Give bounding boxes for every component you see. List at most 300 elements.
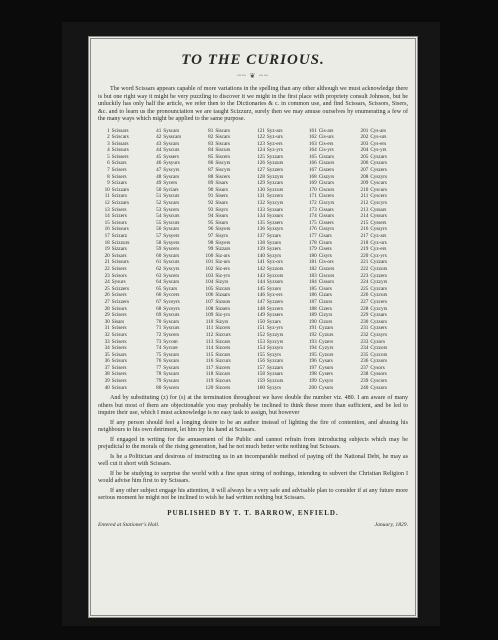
word-number: 233 <box>360 338 369 345</box>
table-row <box>98 253 408 260</box>
word-spelling: Sizcars <box>215 371 231 378</box>
word-spelling: Syzors <box>266 285 282 292</box>
word-number: 138 <box>257 239 265 246</box>
word-spelling: Syscars <box>163 351 180 358</box>
word-spelling: Sizcurs <box>215 378 231 385</box>
word-number: 219 <box>360 246 369 253</box>
word-number: 51 <box>156 193 162 200</box>
table-row <box>98 128 408 135</box>
word-spelling: Sisurs <box>215 186 229 193</box>
word-spelling: Syzcurs <box>266 378 284 385</box>
word-number: 12 <box>104 200 110 207</box>
table-row <box>98 246 408 253</box>
publisher-line: PUBLISHED BY T. T. BARROW, ENFIELD. <box>167 508 339 517</box>
word-spelling: Sizcers <box>215 325 231 332</box>
word-spelling: Scisurs <box>111 384 127 391</box>
word-spelling: Sciscars <box>111 134 129 141</box>
word-spelling: Scisers <box>111 312 127 319</box>
word-number: 181 <box>308 259 317 266</box>
word-spelling: Syzars <box>266 233 281 239</box>
word-spelling: Siscers <box>215 173 231 180</box>
page-title: TO THE CURIOUS. <box>181 52 325 68</box>
word-number: 92 <box>208 200 214 207</box>
word-spelling: Cisors <box>318 285 332 292</box>
word-number: 19 <box>104 246 110 253</box>
word-number: 24 <box>104 279 110 286</box>
word-number: 66 <box>156 292 162 299</box>
word-number: 149 <box>257 312 265 319</box>
word-number: 26 <box>104 292 110 299</box>
word-number: 97 <box>208 233 214 239</box>
word-spelling: Scisurs <box>111 305 127 312</box>
word-number: 116 <box>205 358 214 365</box>
word-spelling: Syzsers <box>266 219 283 226</box>
word-number: 127 <box>257 167 265 174</box>
table-row <box>98 259 408 266</box>
paragraph-1: And by substituting (z) for (s) at the termination throughout we have double the number viz. 480. I am aware of many others but most of them are objectionable you may probably be inclined to think these more than sufficient, and be led to inquire their use, which I must acknowledge is no easy task to assign, but however <box>98 395 408 417</box>
word-spelling: Scisars <box>111 351 127 358</box>
word-number: 88 <box>208 173 214 180</box>
word-spelling: Ciszors <box>318 265 335 272</box>
word-spelling: Syzzurs <box>266 160 284 167</box>
word-spelling: Cis-ors <box>318 259 334 266</box>
word-number: 6 <box>107 160 110 167</box>
word-spelling: Sisyrs <box>215 206 229 213</box>
word-spelling: Cysors <box>318 384 334 391</box>
word-number: 55 <box>156 219 162 226</box>
word-spelling: Ciscors <box>318 272 335 279</box>
word-spelling: Syzzors <box>266 265 284 272</box>
word-spelling: Cissars <box>318 206 334 213</box>
word-spelling: Siz-ers <box>215 265 230 272</box>
word-number: 120 <box>205 384 214 391</box>
word-number: 42 <box>156 134 162 141</box>
word-spelling: Syzsars <box>266 206 283 213</box>
word-spelling: Syz-yrs <box>266 147 283 154</box>
word-spelling: Cyzsers <box>370 325 387 332</box>
word-number: 174 <box>308 213 317 220</box>
word-spelling: Cyszars <box>370 153 387 160</box>
word-spelling: Syccers <box>163 292 180 299</box>
word-number: 8 <box>107 173 110 180</box>
word-spelling: Sizzars <box>215 246 231 253</box>
word-spelling: Cyzcors <box>370 351 388 358</box>
word-spelling: Cissyrs <box>318 226 334 233</box>
word-spelling: Cys-urs <box>370 134 387 141</box>
word-number: 65 <box>156 285 162 292</box>
word-spelling: Sisars <box>215 180 228 187</box>
word-number: 165 <box>308 153 317 160</box>
word-number: 32 <box>104 331 110 338</box>
word-number: 152 <box>257 331 265 338</box>
word-number: 190 <box>308 318 317 325</box>
word-spelling: Syzyrs <box>266 384 282 391</box>
word-spelling: Cyssers <box>370 219 387 226</box>
word-spelling: Syscurs <box>163 259 180 266</box>
paragraph-3: If engaged in writing for the amusement of the Public and cannot refrain from introducing subjects which may be prejudicial to the morals of the rising generation, had he not much better write nothing but Scissars. <box>98 436 408 451</box>
word-spelling: Siz-ars <box>215 252 230 259</box>
word-spelling: Scisers <box>111 378 127 385</box>
word-number: 175 <box>308 219 317 226</box>
word-number: 141 <box>257 259 265 266</box>
word-number: 22 <box>104 265 110 272</box>
footer <box>98 522 408 528</box>
word-spelling: Syzzers <box>266 167 284 174</box>
word-number: 77 <box>156 364 162 371</box>
word-spelling: Ciscyrs <box>318 200 335 207</box>
word-spelling: Cysyrs <box>318 378 334 385</box>
word-number: 184 <box>308 279 317 286</box>
word-spelling: Syscers <box>163 246 180 253</box>
word-number: 163 <box>308 140 317 147</box>
word-number: 196 <box>308 358 317 365</box>
word-number: 113 <box>205 338 214 345</box>
word-spelling: Cys-yrs <box>370 147 387 154</box>
word-number: 220 <box>360 252 369 259</box>
word-spelling: Sizcers <box>215 384 231 391</box>
table-row <box>98 345 408 352</box>
word-spelling: Scizzurs <box>111 239 130 246</box>
word-spelling: Sisyers <box>215 226 231 233</box>
word-number: 161 <box>308 127 317 134</box>
word-spelling: Sizcers <box>215 364 231 371</box>
word-spelling: Syzzars <box>266 153 284 160</box>
word-spelling: Syzcers <box>266 193 284 200</box>
word-spelling: Syceyrs <box>163 305 180 312</box>
table-row <box>98 226 408 233</box>
word-spelling: Syzyrs <box>266 252 282 259</box>
word-spelling: Cyzsars <box>370 312 387 319</box>
word-spelling: Syzsers <box>266 312 283 319</box>
word-spelling: Ciszurs <box>318 160 335 167</box>
word-spelling: Cyscers <box>370 193 387 200</box>
word-spelling: Sizcers <box>215 345 231 352</box>
word-number: 137 <box>257 233 265 239</box>
word-number: 139 <box>257 246 265 253</box>
word-spelling: Cys-ars <box>370 127 387 134</box>
word-spelling: Sisyers <box>215 239 231 246</box>
word-spelling: Syscars <box>163 252 180 259</box>
word-spelling: Syzcers <box>266 305 284 312</box>
word-spelling: Syzcurs <box>266 186 284 193</box>
word-spelling: Syzers <box>266 246 281 253</box>
word-spelling: Siscars <box>215 134 231 141</box>
word-number: 1 <box>107 127 110 134</box>
word-spelling: Scisurs <box>111 358 127 365</box>
table-row <box>98 339 408 346</box>
word-spelling: Syscers <box>163 384 180 391</box>
word-number: 94 <box>208 213 214 220</box>
table-row <box>98 332 408 339</box>
word-spelling: Syscers <box>163 331 180 338</box>
word-number: 156 <box>257 358 265 365</box>
word-number: 45 <box>156 153 162 160</box>
word-number: 230 <box>360 318 369 325</box>
word-spelling: Cissurs <box>318 213 334 220</box>
word-number: 20 <box>104 252 110 259</box>
word-number: 40 <box>104 384 110 391</box>
word-number: 212 <box>360 200 369 207</box>
word-spelling: Cis-ers <box>318 140 334 147</box>
word-number: 17 <box>104 233 110 239</box>
word-number: 3 <box>107 140 110 147</box>
word-number: 125 <box>257 153 265 160</box>
word-number: 84 <box>208 147 214 154</box>
word-spelling: Siscars <box>215 140 231 147</box>
word-number: 239 <box>360 378 369 385</box>
word-number: 68 <box>156 305 162 312</box>
paragraph-2: If any person should feel a longing desire to be an author instead of lighting the fire of contention, and abusing his neighbours to his own detriment, let him try his hand at Scissars. <box>98 419 408 434</box>
word-number: 53 <box>156 206 162 213</box>
word-number: 28 <box>104 305 110 312</box>
word-spelling: Syzzyrs <box>266 331 284 338</box>
word-spelling: Syscurs <box>163 193 180 200</box>
word-spelling: Sysurs <box>111 279 126 286</box>
word-spelling: Cyz-yrs <box>370 252 387 259</box>
word-number: 213 <box>360 206 369 213</box>
word-spelling: Cyszors <box>370 384 388 391</box>
word-number: 2 <box>107 134 110 141</box>
word-spelling: Syzcyrs <box>266 338 284 345</box>
word-number: 58 <box>156 239 162 246</box>
word-spelling: Cyssyrs <box>370 226 387 233</box>
word-spelling: Syscyrs <box>163 167 180 174</box>
word-number: 90 <box>208 186 214 193</box>
word-spelling: Cysers <box>318 371 333 378</box>
word-number: 176 <box>308 226 317 233</box>
word-spelling: Scizars <box>111 180 127 187</box>
word-number: 35 <box>104 351 110 358</box>
word-spelling: Ciszars <box>318 153 334 160</box>
word-number: 39 <box>104 378 110 385</box>
word-spelling: Cissers <box>318 219 334 226</box>
table-row <box>98 319 408 326</box>
word-spelling: Scisers <box>111 265 127 272</box>
word-spelling: Syzsyrs <box>266 345 284 352</box>
word-number: 44 <box>156 147 162 154</box>
word-spelling: Cisurs <box>318 239 332 246</box>
table-row <box>98 385 408 392</box>
word-number: 169 <box>308 180 317 187</box>
word-number: 179 <box>308 246 317 253</box>
word-number: 142 <box>257 265 265 272</box>
word-spelling: Sisars <box>215 200 228 207</box>
word-number: 61 <box>156 259 162 266</box>
word-spelling: Scizers <box>111 213 127 220</box>
word-number: 207 <box>360 167 369 174</box>
word-number: 89 <box>208 180 214 187</box>
word-number: 108 <box>205 305 214 312</box>
word-spelling: Syscars <box>163 173 180 180</box>
word-spelling: Cyscyrs <box>370 200 388 207</box>
word-number: 177 <box>308 233 317 239</box>
word-number: 118 <box>205 371 214 378</box>
word-number: 187 <box>308 298 317 305</box>
word-spelling: Siscyrs <box>215 167 231 174</box>
word-spelling: Cyzzers <box>370 272 388 279</box>
word-number: 182 <box>308 265 317 272</box>
word-spelling: Ciscars <box>318 180 334 187</box>
word-spelling: Sycom <box>163 338 178 345</box>
word-spelling: Siscurs <box>215 147 231 154</box>
word-number: 114 <box>205 345 214 352</box>
word-spelling: Syscars <box>163 358 180 365</box>
word-spelling: Sysyurs <box>163 160 180 167</box>
word-number: 158 <box>257 371 265 378</box>
word-number: 205 <box>360 153 369 160</box>
word-spelling: Cyzzars <box>370 259 388 266</box>
word-spelling: Sisers <box>215 193 228 200</box>
word-number: 133 <box>257 206 265 213</box>
word-number: 111 <box>205 325 214 332</box>
word-number: 117 <box>205 364 214 371</box>
word-spelling: Syscars <box>163 364 180 371</box>
word-number: 202 <box>360 134 369 141</box>
word-number: 191 <box>308 325 317 332</box>
word-number: 150 <box>257 318 265 325</box>
word-spelling: Cyssurs <box>370 213 387 220</box>
word-number: 86 <box>208 160 214 167</box>
word-number: 209 <box>360 180 369 187</box>
word-number: 134 <box>257 213 265 220</box>
word-spelling: Syscars <box>163 200 180 207</box>
word-number: 57 <box>156 233 162 239</box>
table-row <box>98 147 408 154</box>
table-row <box>98 174 408 181</box>
word-spelling: Cyszers <box>370 167 387 174</box>
word-number: 221 <box>360 259 369 266</box>
table-row <box>98 292 408 299</box>
word-spelling: Cisars <box>318 233 332 239</box>
word-spelling: Sizyrs <box>215 318 229 325</box>
footer-entered: Entered at Stationer's Hall. <box>98 521 160 528</box>
word-spelling: Syscers <box>163 206 180 213</box>
word-spelling: Syscyrs <box>163 265 180 272</box>
word-spelling: Cyzzurs <box>370 265 388 272</box>
word-spelling: Scizzars <box>111 200 130 207</box>
word-number: 167 <box>308 167 317 174</box>
word-spelling: Cyzars <box>318 325 334 332</box>
word-spelling: Syz-ars <box>266 127 283 134</box>
word-number: 5 <box>107 153 110 160</box>
word-spelling: Cyzcyrs <box>370 305 388 312</box>
word-number: 91 <box>208 193 214 200</box>
word-number: 72 <box>156 331 162 338</box>
word-number: 155 <box>257 351 265 358</box>
word-number: 9 <box>107 180 110 187</box>
word-spelling: Scizzars <box>111 186 130 193</box>
word-number: 47 <box>156 167 162 174</box>
word-number: 31 <box>104 325 110 332</box>
word-spelling: Scisers <box>111 364 127 371</box>
word-number: 171 <box>308 193 317 200</box>
word-number: 37 <box>104 364 110 371</box>
word-spelling: Siz-yrs <box>215 272 231 279</box>
word-number: 63 <box>156 272 162 279</box>
word-number: 188 <box>308 305 317 312</box>
word-number: 183 <box>308 272 317 279</box>
word-number: 56 <box>156 226 162 233</box>
table-row <box>98 200 408 207</box>
word-spelling: Syscars <box>163 226 180 233</box>
word-number: 162 <box>308 134 317 141</box>
table-row <box>98 312 408 319</box>
word-number: 110 <box>205 318 214 325</box>
word-number: 27 <box>104 298 110 305</box>
table-row <box>98 286 408 293</box>
word-spelling: Syscars <box>163 140 180 147</box>
table-row <box>98 365 408 372</box>
word-number: 225 <box>360 285 369 292</box>
word-spelling: Syzsurs <box>266 213 284 220</box>
word-number: 136 <box>257 226 265 233</box>
word-spelling: Cysurs <box>318 364 334 371</box>
word-spelling: Ciszyrs <box>318 173 335 180</box>
paragraph-4: Is he a Politician and desirous of instructing us in an incomparable method of paying off the National Debt, he may as well cut it short with Scissars. <box>98 453 408 468</box>
word-spelling: Siscars <box>215 127 231 134</box>
word-number: 128 <box>257 173 265 180</box>
spellings-table <box>98 128 408 392</box>
word-number: 232 <box>360 331 369 338</box>
word-number: 144 <box>257 279 265 286</box>
word-number: 81 <box>208 127 214 134</box>
word-spelling: Cyscurs <box>370 186 388 193</box>
word-number: 123 <box>257 140 265 147</box>
word-spelling: Scisers <box>111 371 127 378</box>
word-spelling: Sizcars <box>215 285 231 292</box>
word-number: 210 <box>360 186 369 193</box>
word-number: 211 <box>360 193 369 200</box>
word-spelling: Cyzzyrs <box>370 279 388 286</box>
word-number: 131 <box>257 193 265 200</box>
word-number: 75 <box>156 351 162 358</box>
word-number: 166 <box>308 160 317 167</box>
word-spelling: Scisers <box>111 325 127 332</box>
word-number: 73 <box>156 338 162 345</box>
word-spelling: Scissers <box>111 153 129 160</box>
word-spelling: Cisyrs <box>318 252 332 259</box>
word-number: 21 <box>104 259 110 266</box>
word-spelling: Sizcars <box>215 351 231 358</box>
word-number: 186 <box>308 292 317 299</box>
word-number: 18 <box>104 239 110 246</box>
table-row <box>98 187 408 194</box>
ornament-divider: ~~ ❦ ~~ <box>237 72 269 80</box>
word-number: 215 <box>360 219 369 226</box>
word-spelling: Cys-ers <box>370 140 387 147</box>
word-spelling: Scisers <box>111 206 127 213</box>
word-number: 216 <box>360 226 369 233</box>
word-spelling: Sizcurs <box>215 331 231 338</box>
word-spelling: Cyzurs <box>318 331 334 338</box>
word-spelling: Syscurs <box>163 219 180 226</box>
word-spelling: Syscars <box>163 127 180 134</box>
word-number: 170 <box>308 186 317 193</box>
word-spelling: Scizzers <box>111 298 130 305</box>
word-spelling: Syz-ers <box>266 140 283 147</box>
word-number: 222 <box>360 265 369 272</box>
word-spelling: Scisers <box>111 167 127 174</box>
table-row <box>98 240 408 247</box>
word-spelling: Sysyers <box>163 239 180 246</box>
word-number: 178 <box>308 239 317 246</box>
word-number: 50 <box>156 186 162 193</box>
word-spelling: Siz-yrs <box>215 312 231 319</box>
word-spelling: Cyzyrs <box>318 345 334 352</box>
word-number: 67 <box>156 298 162 305</box>
table-row <box>98 207 408 214</box>
word-number: 231 <box>360 325 369 332</box>
